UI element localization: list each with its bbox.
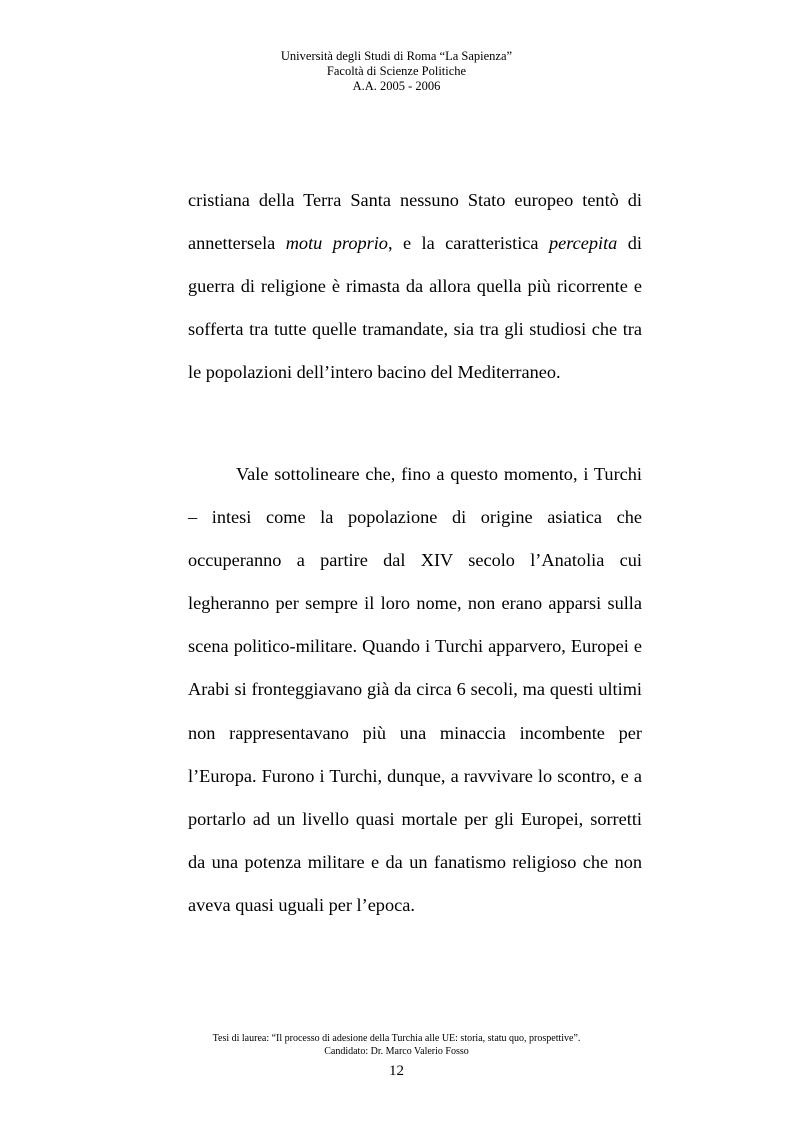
footer-thesis-title: Tesi di laurea: “Il processo di adesione della Turchia alle UE: storia, statu quo, prospettive”. (212, 1033, 581, 1044)
paragraph-1 (188, 179, 642, 394)
paragraph-1-part-3: di guerra di religione è rimasta da allora quella più ricorrente e sofferta tra tutte quelle tramandate, sia tra gli studiosi che tra le popolazioni dell’intero bacino del Mediterraneo. (188, 233, 642, 383)
header-faculty: Facoltà di Scienze Politiche (326, 64, 467, 78)
paragraph-1-part-1: cristiana della Terra Santa nessuno Stato europeo tentò di annettersela (188, 190, 642, 254)
paragraph-1-emphasis-percepita: percepita (548, 233, 618, 254)
paragraph-1-part-2: , e la caratteristica (387, 233, 549, 254)
page-footer (0, 1032, 793, 1058)
page-number: 12 (389, 1063, 404, 1079)
footer-candidate: Candidato: Dr. Marco Valerio Fosso (324, 1046, 469, 1057)
paragraph-1-emphasis-motu-proprio: motu proprio (285, 233, 388, 254)
paragraph-2: Vale sottolineare che, fino a questo momento, i Turchi – intesi come la popolazione di origine asiatica che occuperanno a partire dal XIV secolo l’Anatolia cui legheranno per sempre il loro nome, non erano apparsi sulla scena politico-militare. Quando i Turchi apparvero, Europei e Arabi si fronteggiavano già da circa 6 secoli, ma questi ultimi non rappresentavano più una minaccia incombente per l’Europa. Furono i Turchi, dunque, a ravvivare lo scontro, e a portarlo ad un livello quasi mortale per gli Europei, sorretti da una potenza militare e da un fanatismo religioso che non aveva quasi uguali per l’epoca. (188, 464, 642, 915)
header-university: Università degli Studi di Roma “La Sapienza” (280, 49, 513, 63)
page-header (0, 49, 793, 94)
header-academic-year: A.A. 2005 - 2006 (352, 79, 441, 93)
